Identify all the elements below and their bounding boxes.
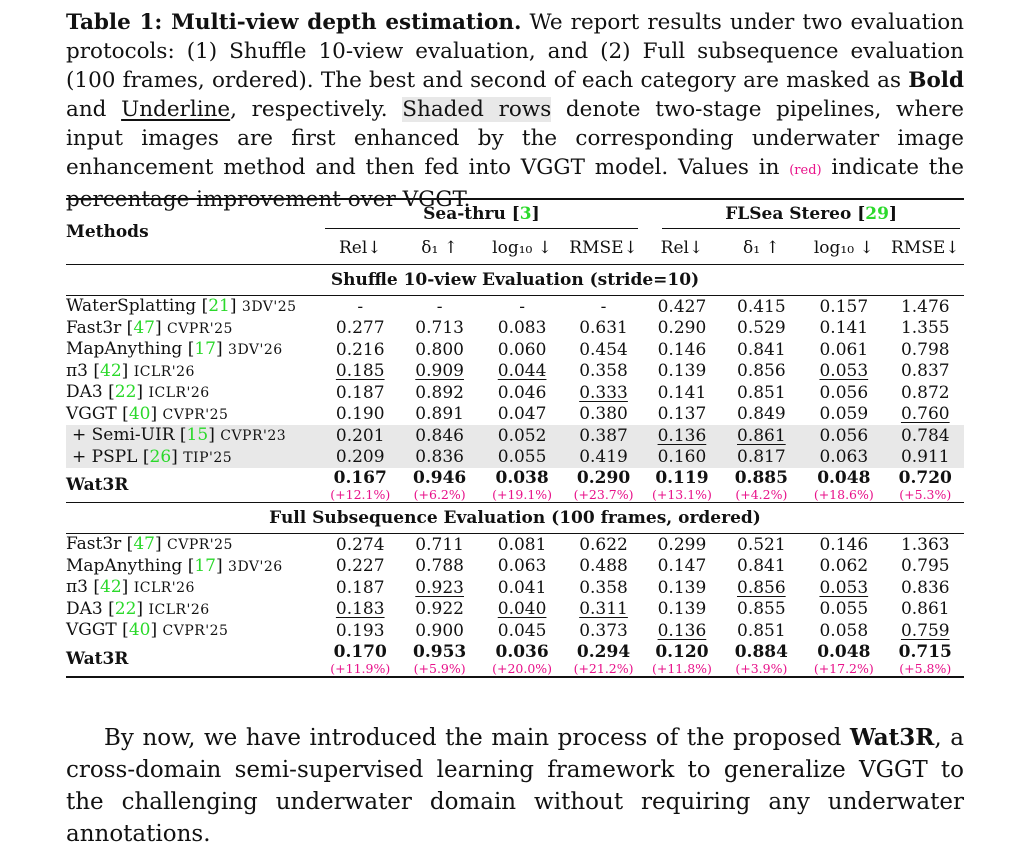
value-cell: 0.201 (321, 425, 400, 447)
body-text-2: , a cross-domain semi-supervised learning framework to generalize VGGT to the challenging underwater domain without requiring any underwater annotations. (66, 725, 964, 847)
value-cell: 0.216 (335, 339, 385, 360)
method-name: WaterSplatting [ (66, 296, 209, 316)
value-cell: 0.193 (335, 620, 385, 641)
group-header-seathru: Sea-thru [3] (321, 199, 643, 232)
value-cell: 0.861 (900, 599, 950, 619)
improvement-cell: (+11.9%) (321, 662, 400, 677)
value-cell: 0.059 (819, 404, 869, 424)
value-cell: 0.160 (642, 447, 721, 469)
value-cell: 0.358 (579, 577, 628, 598)
venue-label: 3DV'25 (241, 299, 297, 315)
citation-link[interactable]: 17 (194, 339, 216, 359)
method-cell: MapAnything [17] 3DV'26 (66, 555, 283, 576)
method-cell: π3 [42] ICLR'26 (66, 577, 195, 597)
section-title-shuffle: Shuffle 10-view Evaluation (stride=10) (66, 265, 964, 296)
value-cell: 0.139 (657, 599, 707, 619)
improvement-cell: (+11.8%) (642, 662, 721, 677)
citation-link[interactable]: 47 (133, 534, 155, 554)
table-row (66, 296, 964, 318)
venue-label: CVPR'25 (167, 537, 233, 553)
table-row (66, 447, 964, 469)
venue-label: CVPR'25 (162, 623, 229, 639)
citation-link[interactable]: 22 (114, 598, 137, 619)
metric-header: δ₁ ↑ (742, 238, 780, 258)
metric-header: δ₁ ↑ (421, 238, 458, 258)
value-cell: 0.081 (497, 534, 547, 555)
value-cell: - (357, 296, 364, 317)
value-cell: 0.053 (819, 361, 869, 381)
method-name: PSPL [ (91, 446, 150, 467)
value-cell: 0.058 (819, 620, 869, 641)
caption-bold-word: Bold (908, 68, 964, 93)
value-cell: 0.290 (657, 318, 707, 338)
ours-value-cell: 0.048 (817, 641, 871, 662)
citation-link[interactable]: 21 (208, 296, 230, 316)
value-cell: 0.836 (400, 447, 479, 469)
improvement-cell: (+5.9%) (400, 662, 479, 677)
value-cell: 0.419 (565, 447, 642, 469)
ours-value-cell: 0.946 (413, 468, 467, 488)
ours-method-name: Wat3R (66, 642, 321, 677)
improvement-cell: (+5.8%) (887, 662, 964, 677)
value-cell: 0.147 (657, 556, 707, 576)
ours-value-cell: 0.170 (333, 641, 387, 662)
value-cell: 0.872 (900, 382, 950, 403)
value-cell: 0.851 (737, 382, 786, 403)
caption-shaded-word: Shaded rows (402, 97, 552, 122)
value-cell: 0.146 (819, 534, 869, 555)
value-cell: 1.355 (900, 318, 950, 338)
value-cell: 0.311 (579, 599, 628, 619)
value-cell: 0.136 (657, 620, 707, 641)
value-cell: 0.141 (819, 318, 869, 338)
value-cell: 0.044 (497, 361, 547, 381)
table-row (66, 382, 964, 404)
value-cell: 0.373 (579, 620, 628, 641)
method-name: MapAnything [ (66, 555, 195, 576)
value-cell: 1.363 (900, 534, 950, 555)
venue-label: 3DV'26 (228, 342, 283, 358)
venue-label: 3DV'26 (228, 558, 283, 575)
value-cell: 0.521 (737, 534, 786, 555)
method-cell: Fast3r [47] CVPR'25 (66, 534, 233, 554)
value-cell: 0.454 (579, 339, 628, 360)
method-cell: VGGT [40] CVPR'25 (66, 620, 229, 640)
value-cell: 0.488 (579, 556, 628, 576)
value-cell: 0.849 (737, 404, 786, 424)
value-cell: 0.836 (900, 577, 950, 598)
value-cell: 0.891 (415, 404, 464, 424)
caption-label: Table 1: Multi-view depth estimation. (66, 10, 522, 35)
caption-and: and (66, 97, 122, 122)
value-cell: 0.299 (657, 534, 707, 555)
value-cell: 0.183 (335, 599, 385, 619)
table-row (66, 577, 964, 599)
value-cell: 0.056 (819, 382, 869, 403)
value-cell: 0.083 (497, 318, 547, 338)
venue-label: ICLR'26 (148, 385, 210, 401)
value-cell: 0.387 (565, 425, 642, 447)
citation-link[interactable]: 42 (100, 360, 122, 381)
value-cell: 0.053 (819, 577, 869, 598)
metric-header: Rel↓ (338, 238, 382, 258)
value-cell: 0.631 (579, 318, 628, 338)
value-cell: 0.923 (415, 577, 464, 598)
methods-header: Methods (66, 222, 149, 242)
improvement-cell: (+4.2%) (735, 487, 788, 502)
value-cell: 0.055 (819, 599, 869, 619)
value-cell: 0.856 (737, 577, 786, 598)
citation-link[interactable]: 26 (149, 446, 172, 467)
caption-text-1: We report results under two evaluation protocols: (1) Shuffle 10-view evaluation, and (2) Full subsequence evaluation (100 frames, ordered). The best and second of each category are masked as (66, 10, 965, 93)
group-header-flsea: FLSea Stereo [29] (642, 199, 964, 232)
venue-label: ICLR'26 (133, 580, 195, 596)
table-row (66, 361, 964, 383)
value-cell: 0.861 (722, 425, 801, 447)
citation-link[interactable]: 40 (128, 403, 151, 424)
value-cell: 0.841 (737, 339, 786, 360)
method-cell: MapAnything [17] 3DV'26 (66, 339, 283, 359)
value-cell: 0.139 (657, 361, 707, 381)
value-cell: - (436, 296, 443, 317)
improvement-cell: (+13.1%) (651, 487, 712, 502)
method-cell: + PSPL [26] TIP'25 (66, 447, 321, 469)
method-name: VGGT [ (66, 620, 129, 640)
value-cell: 0.063 (497, 556, 547, 576)
metric-header: RMSE↓ (891, 238, 960, 258)
improvement-cell: (+23.7%) (573, 487, 634, 502)
ours-method-name: Wat3R (66, 475, 129, 495)
value-cell: 0.185 (335, 361, 385, 381)
metric-header: Rel↓ (660, 238, 704, 258)
improvement-cell: (+3.9%) (722, 662, 801, 677)
value-cell: 0.846 (400, 425, 479, 447)
value-cell: 0.622 (579, 534, 628, 555)
ours-value-cell: 0.953 (413, 641, 467, 662)
value-cell: 0.856 (737, 361, 786, 381)
improvement-cell: (+20.0%) (479, 662, 565, 677)
value-cell: 0.909 (415, 361, 464, 381)
table-row (66, 425, 964, 447)
value-cell: 0.063 (801, 447, 887, 469)
method-name: Fast3r [ (66, 534, 134, 554)
caption-text-3: denote two-stage pipelines, where input images are first enhanced by the corresponding underwater image enhancement method and then fed into VGGT model. Values in (66, 97, 965, 180)
ours-row (66, 468, 964, 488)
citation-link[interactable]: 3 (519, 203, 532, 224)
citation-link[interactable]: 17 (194, 555, 216, 576)
value-cell: 0.529 (737, 318, 786, 338)
results-table (66, 198, 964, 678)
table-row (66, 339, 964, 361)
method-cell: Fast3r [47] CVPR'25 (66, 317, 233, 338)
body-text-1: By now, we have introduced the main process of the proposed (104, 725, 850, 751)
value-cell: 0.040 (497, 599, 547, 619)
ours-value-cell: 0.120 (655, 641, 709, 662)
value-cell: 0.784 (887, 425, 964, 447)
value-cell: 0.427 (657, 296, 707, 317)
value-cell: 0.227 (335, 556, 385, 576)
value-cell: 0.851 (737, 620, 786, 641)
value-cell: 0.062 (819, 556, 869, 576)
value-cell: 0.060 (497, 339, 547, 360)
value-cell: 0.041 (497, 577, 547, 598)
value-cell: - (519, 296, 525, 317)
value-cell: 0.052 (479, 425, 565, 447)
body-bold-name: Wat3R (849, 724, 935, 751)
caption-underline-word: Underline (121, 97, 231, 122)
caption-text-2: , respectively. (230, 97, 403, 122)
caption-text-4: indicate the percentage improvement over VGGT. (66, 155, 964, 212)
method-cell: VGGT [40] CVPR'25 (66, 403, 229, 424)
method-name: π3 [ (66, 577, 101, 597)
method-name: VGGT [ (66, 403, 129, 424)
value-cell: 0.760 (900, 404, 950, 424)
value-cell: 0.046 (497, 382, 547, 403)
results-table-container (66, 198, 964, 678)
value-cell: 0.277 (335, 318, 385, 338)
value-cell: 0.137 (657, 404, 707, 424)
value-cell: 0.900 (415, 620, 464, 641)
ours-value-cell: 0.715 (898, 641, 952, 662)
value-cell: 0.415 (737, 296, 786, 317)
method-cell: DA3 [22] ICLR'26 (66, 598, 210, 619)
body-paragraph (66, 722, 964, 850)
citation-link[interactable]: 40 (128, 620, 151, 640)
value-cell: 0.841 (737, 556, 786, 576)
value-cell: 0.713 (415, 318, 464, 338)
value-cell: 0.800 (415, 339, 464, 360)
value-cell: 0.157 (819, 296, 869, 317)
table-row (66, 620, 964, 642)
method-name: Semi-UIR [ (91, 425, 187, 445)
value-cell: - (600, 296, 607, 317)
venue-label: CVPR'23 (220, 428, 287, 444)
method-cell: + Semi-UIR [15] CVPR'23 (66, 425, 321, 447)
ours-value-cell: 0.038 (495, 468, 549, 488)
value-cell: 0.274 (335, 534, 385, 555)
citation-link[interactable]: 47 (133, 317, 155, 338)
value-cell: 0.187 (335, 382, 385, 403)
value-cell: 0.146 (657, 339, 707, 360)
section-title-full: Full Subsequence Evaluation (100 frames, ordered) (66, 503, 964, 534)
value-cell: 0.055 (479, 447, 565, 469)
value-cell: 0.759 (900, 620, 950, 641)
method-name: DA3 [ (66, 598, 115, 619)
ours-value-cell: 0.167 (333, 468, 387, 488)
caption-red-word: (red) (789, 163, 822, 178)
value-cell: 0.141 (657, 382, 707, 403)
improvement-cell: (+6.2%) (413, 487, 466, 502)
metric-header: log₁₀ ↓ (492, 238, 553, 258)
method-cell: WaterSplatting [21] 3DV'25 (66, 296, 297, 316)
method-name: Fast3r [ (66, 317, 134, 338)
table-row (66, 404, 964, 426)
method-name: DA3 [ (66, 382, 115, 402)
method-cell: DA3 [22] ICLR'26 (66, 382, 210, 402)
ours-value-cell: 0.036 (495, 641, 549, 662)
metric-header: RMSE↓ (569, 238, 638, 258)
value-cell: 0.911 (887, 447, 964, 469)
method-name: π3 [ (66, 360, 101, 381)
ours-value-cell: 0.720 (898, 468, 952, 488)
value-cell: 0.380 (579, 404, 628, 424)
value-cell: 0.922 (415, 599, 464, 619)
ours-row (66, 642, 964, 662)
table-row (66, 534, 964, 556)
metric-header: log₁₀ ↓ (813, 238, 874, 258)
value-cell: 0.817 (722, 447, 801, 469)
table-row (66, 318, 964, 340)
table-row (66, 599, 964, 621)
improvement-cell: (+21.2%) (565, 662, 642, 677)
ours-value-cell: 0.290 (576, 468, 631, 488)
table-row (66, 556, 964, 578)
improvement-cell: (+18.6%) (813, 487, 874, 502)
table-caption (66, 8, 964, 214)
value-cell: 0.136 (642, 425, 721, 447)
improvement-cell: (+19.1%) (492, 487, 553, 502)
value-cell: 0.358 (579, 361, 628, 381)
method-cell: π3 [42] ICLR'26 (66, 360, 195, 381)
value-cell: 0.892 (415, 382, 464, 403)
improvement-cell: (+17.2%) (801, 662, 887, 677)
improvement-cell: (+12.1%) (330, 487, 391, 502)
venue-label: CVPR'25 (162, 406, 229, 423)
citation-link[interactable]: 22 (114, 382, 137, 402)
value-cell: 0.190 (335, 404, 385, 424)
value-cell: 0.795 (900, 556, 950, 576)
ours-value-cell: 0.884 (734, 641, 788, 662)
value-cell: 0.788 (415, 556, 464, 576)
venue-label: ICLR'26 (133, 363, 195, 380)
value-cell: 0.333 (579, 382, 628, 403)
value-cell: 0.837 (900, 361, 950, 381)
improvement-cell: (+5.3%) (899, 487, 952, 502)
venue-label: TIP'25 (183, 449, 233, 466)
value-cell: 0.187 (335, 577, 385, 598)
value-cell: 0.056 (801, 425, 887, 447)
ours-value-cell: 0.048 (817, 468, 871, 488)
method-name: MapAnything [ (66, 339, 195, 359)
ours-value-cell: 0.294 (576, 641, 631, 662)
value-cell: 0.139 (657, 577, 707, 598)
ours-value-cell: 0.885 (734, 468, 788, 488)
citation-link[interactable]: 29 (865, 203, 889, 224)
value-cell: 0.061 (819, 339, 869, 360)
venue-label: ICLR'26 (148, 601, 210, 618)
value-cell: 0.798 (900, 339, 950, 360)
value-cell: 0.209 (321, 447, 400, 469)
venue-label: CVPR'25 (167, 320, 233, 337)
citation-link[interactable]: 15 (186, 425, 209, 445)
ours-value-cell: 0.119 (655, 468, 709, 488)
value-cell: 0.047 (497, 404, 547, 424)
value-cell: 0.855 (737, 599, 786, 619)
value-cell: 0.045 (497, 620, 547, 641)
value-cell: 1.476 (900, 296, 950, 317)
citation-link[interactable]: 42 (100, 577, 122, 597)
value-cell: 0.711 (415, 534, 464, 555)
